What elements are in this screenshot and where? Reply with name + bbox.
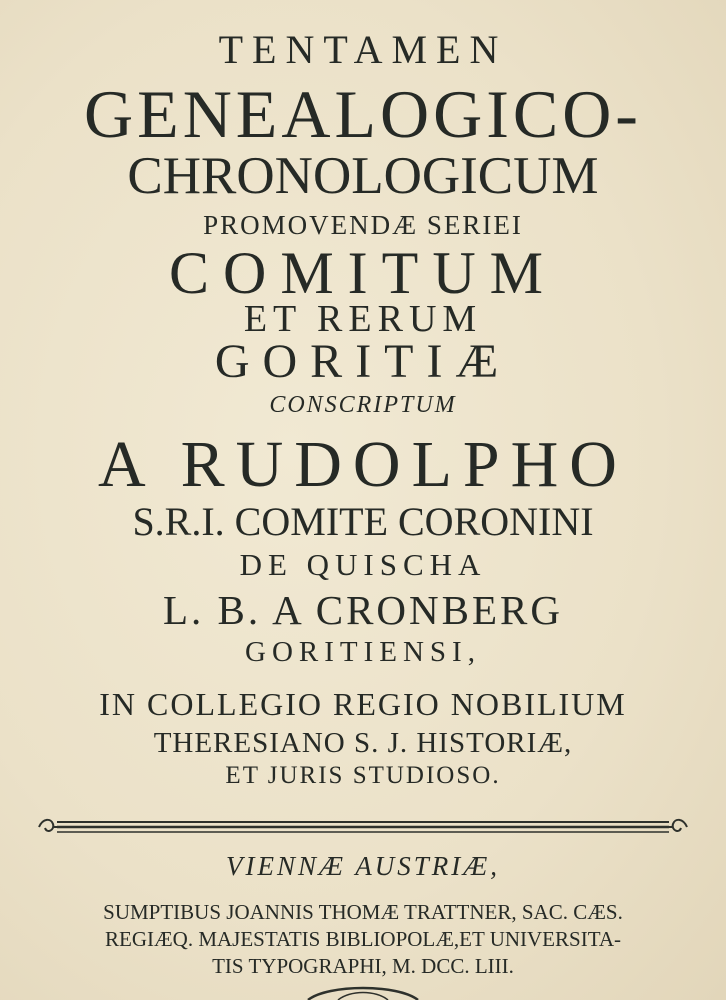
- imprint-line-3: TIS TYPOGRAPHI, M. DCC. LIII.: [212, 954, 514, 978]
- title-word-tentamen: TENTAMEN: [218, 27, 508, 72]
- title-line-et-rerum: ET RERUM: [243, 298, 483, 340]
- title-word-conscriptum: CONSCRIPTUM: [269, 392, 457, 418]
- imprint-line-1: SUMPTIBUS JOANNIS THOMÆ TRATTNER, SAC. CÆS.: [103, 900, 623, 924]
- title-word-chronologicum: CHRONOLOGICUM: [127, 147, 599, 205]
- author-line-collegio: IN COLLEGIO REGIO NOBILIUM: [99, 686, 627, 722]
- author-line-cronberg: L. B. A CRONBERG: [163, 587, 563, 633]
- decorative-rule: [35, 812, 691, 840]
- author-line-goritiensi: GORITIENSI,: [245, 636, 481, 668]
- title-word-goritiae: GORITIÆ: [214, 335, 512, 388]
- bottom-ornament-icon: [298, 982, 428, 1000]
- author-line-juris: ET JURIS STUDIOSO.: [225, 762, 501, 789]
- imprint-line-2: REGIÆQ. MAJESTATIS BIBLIOPOLÆ,ET UNIVERSITA-: [105, 927, 621, 951]
- title-word-comitum: COMITUM: [168, 240, 557, 306]
- author-line-de-quischa: DE QUISCHA: [239, 547, 487, 582]
- imprint-place: VIENNÆ AUSTRIÆ,: [225, 851, 500, 881]
- author-line-theresiano: THERESIANO S. J. HISTORIÆ,: [153, 727, 573, 759]
- author-name: A RUDOLPHO: [98, 428, 628, 501]
- author-title: S.R.I. COMITE CORONINI: [132, 499, 594, 544]
- title-word-genealogico: GENEALOGICO-: [84, 76, 642, 152]
- title-line-promovendae: PROMOVENDÆ SERIEI: [203, 210, 523, 240]
